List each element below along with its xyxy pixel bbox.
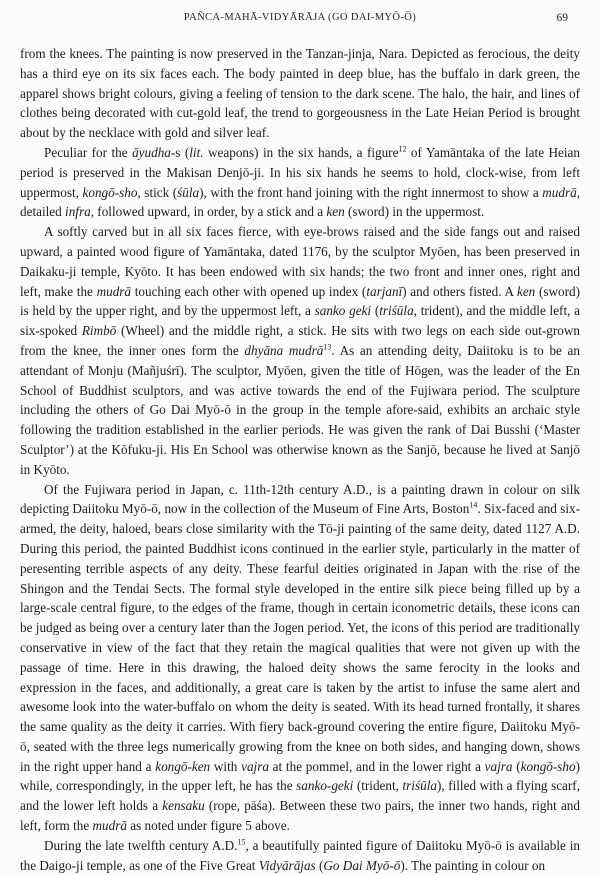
italic-term: infra — [65, 204, 91, 220]
paragraph-ayudha — [20, 143, 580, 222]
text-run: of Yamāntaka of the late Heian period is preserved in the Makisan Denjō-ji. In his six hands he seems to hold, clock-wise, from left uppermost, — [20, 144, 580, 200]
text-run: as noted under figure 5 above. — [126, 818, 290, 834]
italic-term: mudrā — [96, 283, 132, 299]
text-run: During the late twelfth century A.D. — [44, 837, 238, 853]
italic-term: lit. — [189, 144, 204, 160]
text-run: . As an attending deity, Daiitoku is to be an attendant of Monju (Mañjuśrī). The sculptor, Myōen, given the title of Hōgen, was the leader of the En School of Buddhist sculptors, and was active towards the end of the Fujiwara period. The sculpture including the others of Go Dai Myō-ō in the group in the temple afore-said, exhibits an archaic style following the tradition established in the earlier periods. He was given the rank of Dai Busshi (‘Master Sculptor’) at the Kōfuku-ji. His En School was otherwise known as the Sanjō, because he lived at Sanjō in Kyōto. — [20, 342, 581, 477]
italic-term: triśūla — [402, 778, 437, 794]
text-run: ( — [315, 857, 324, 873]
text-run: . Six-faced and six-armed, the deity, haloed, bears close similarity with the Tō-ji painting of the same deity, dated 1127 A.D. During this period, the painted Buddhist icons continued in the earlier style, particularly in the matter of peresenting terrible aspects of any deity. These fearful deities originated in Japan with the rise of the Shingon and the Tendai Sects. The formal style developed in the entire silk piece being filled up by a large-scale central figure, to the edges of the frame, though in certain iconometric details, these icons can be judged as being over a century later than the Jogen period. Yet, the icons of this period are traditionally conservative in view of the fact that they retain the magical qualities that were not given up with the passage of time. Here in this drawing, the haloed deity shows the same ferocity in the looks and expression in the faces, and additionally, a great care is taken by the artist to infuse the same alert and awesome look into the water-buffalo on whom the deity is seated. With its head turned frontally, it shares the same quality as the deity it carries. With fiery back-ground covering the entire figure, Daiitoku Myō-ō, seated with the three legs numerically growing from the knee on both sides, and hanging down, shows in the right upper hand a — [20, 501, 580, 774]
italic-term: Go Dai Myō-ō — [323, 857, 401, 873]
italic-term: kensaku — [162, 798, 205, 814]
text-run: , followed upward, in order, by a stick and a — [90, 204, 327, 220]
italic-term: Vidyārājas — [258, 857, 316, 873]
italic-term: sanko geki — [314, 303, 372, 319]
paragraph-fujiwara-painting — [20, 480, 580, 836]
text-run: A softly carved but in all six faces fierce, with eye-brows raised and the side fangs out and raised upward, a painted wood figure of Yamāntaka, dated 1176, by the sculptor Myōen, has been preserved in Daikaku-ji temple, Kyōto. It has been endowed with six hands; the two front and inner ones, right and left, make the — [20, 224, 580, 299]
text-run: , a beautifully painted figure of Daiitoku Myō-ō is available in the Daigo-ji temple, as one of the Five Great — [20, 837, 580, 873]
running-head: PAÑCA-MAHĀ-VIDYĀRĀJA (GO DAI-MYŌ-Ō) — [183, 12, 417, 23]
footnote-ref: 13 — [323, 342, 332, 352]
text-run: (sword) in the uppermost. — [344, 204, 485, 220]
italic-term: vajra — [484, 758, 513, 774]
text-run: (trident, — [353, 778, 403, 794]
page-header — [0, 12, 600, 28]
paragraph-continuation — [20, 44, 580, 143]
text-run: Of the Fujiwara period in Japan, c. 11th-12th century A.D., is a painting drawn in colour on silk depicting Daiitoku Myō-ō, now in the collection of the Museum of Fine Arts, Boston — [20, 481, 580, 517]
footnote-ref: 14 — [469, 500, 478, 510]
footnote-ref: 15 — [237, 837, 246, 847]
text-run: Peculiar for the — [44, 144, 133, 160]
italic-term: ken — [516, 283, 536, 299]
italic-term: āyudha — [132, 144, 171, 160]
text-run: touching each other with opened up index ( — [131, 283, 367, 299]
text-run: ). The painting in colour on — [400, 857, 546, 873]
italic-term: triśūla — [379, 303, 414, 319]
text-run: weapons) in the six hands, a figure — [203, 144, 399, 160]
text-run: ) and others fisted. A — [402, 283, 517, 299]
italic-term: kongō-sho — [82, 184, 138, 200]
text-run: at the pommel, and in the lower right a — [268, 758, 485, 774]
italic-term: tarjanī — [366, 283, 403, 299]
italic-term: mudrā — [92, 818, 127, 834]
text-run: (sword) is held by the upper right, and by the uppermost left, a — [20, 283, 580, 319]
italic-term: kongō-sho — [520, 758, 576, 774]
italic-term: kongō-ken — [155, 758, 211, 774]
text-run: ), filled with a flying scarf, and the lower left holds a — [20, 778, 580, 814]
text-run: , trident), and the middle left, a six-spoked — [20, 303, 580, 339]
italic-term: śūla — [177, 184, 200, 200]
text-run: , stick ( — [137, 184, 178, 200]
italic-term: ken — [326, 204, 345, 220]
text-run: ( — [371, 303, 380, 319]
text-run: (Wheel) and the middle right, a stick. He sits with two legs on each side out-grown from the knee, the inner ones form the — [20, 323, 580, 358]
italic-term: vajra — [241, 758, 269, 774]
text-run: with — [210, 758, 242, 774]
text-run: ( — [512, 758, 521, 774]
italic-term: dhyāna mudrā — [244, 342, 324, 358]
text-run: from the knees. The painting is now preserved in the Tanzan-jinja, Nara. Depicted as ferocious, the deity has a third eye on its six faces each. The body painted in deep blue, has the buffalo in dark green, the apparel shows bright colours, giving a feeling of tension to the dark scene. The halo, the hair, and lines of clothes being decorated with cut-gold leaf, the trend to gorgeousness in the Late Heian Period is brought about by the necklace with gold and silver leaf. — [20, 46, 580, 141]
italic-term: Rimbō — [81, 323, 117, 339]
text-run: -s ( — [170, 144, 190, 160]
paragraph-daigo-ji — [20, 836, 580, 875]
body-text — [20, 44, 580, 875]
text-run: ) while, correspondingly, in the upper left, he has the — [20, 758, 581, 794]
footnote-ref: 12 — [398, 144, 407, 154]
text-run: ), with the front hand joining with the right innermost to show a — [199, 184, 543, 200]
italic-term: mudrā — [542, 184, 577, 200]
text-run: (rope, pāśa). Between these two pairs, the inner two hands, right and left, form the — [20, 798, 580, 834]
page-number: 69 — [556, 12, 568, 24]
paragraph-yamantaka-sculpture — [20, 222, 580, 479]
text-run: , detailed — [20, 184, 580, 220]
italic-term: sanko-geki — [296, 778, 354, 794]
